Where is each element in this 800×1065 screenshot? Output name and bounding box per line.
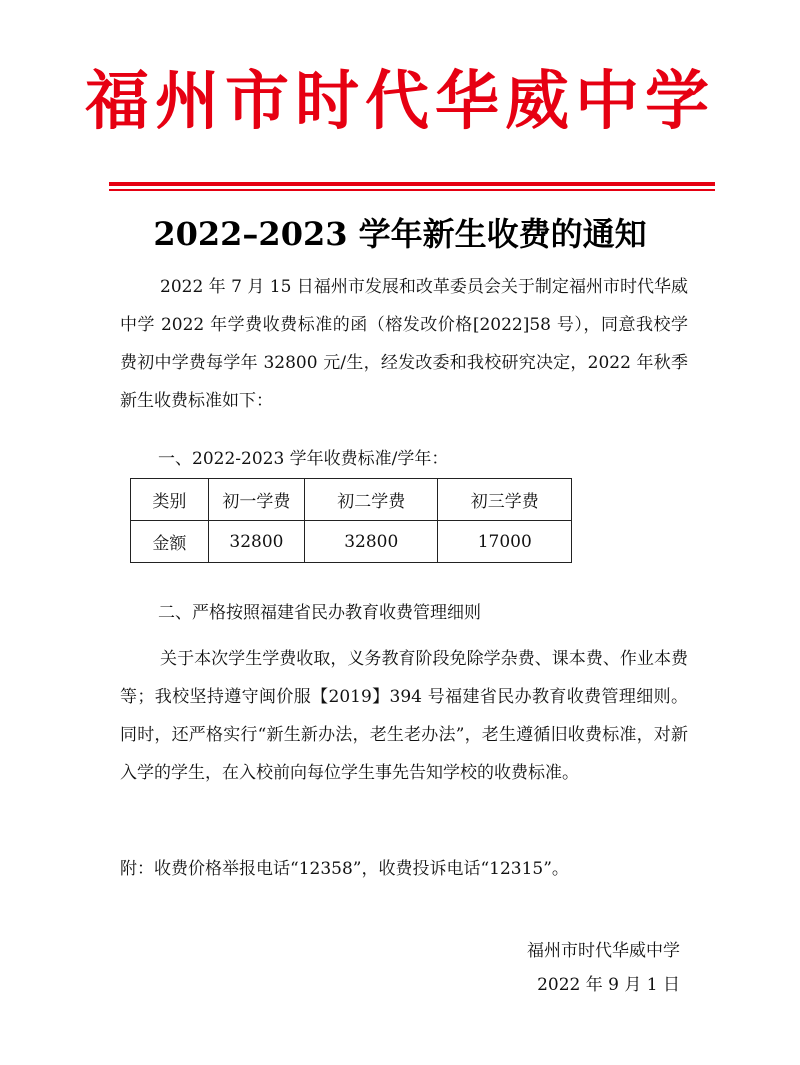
- section2-heading: 二、严格按照福建省民办教育收费管理细则: [158, 603, 481, 623]
- fee-table-cell: 金额: [131, 521, 209, 563]
- fee-table-header-cell: 类别: [131, 479, 209, 521]
- fee-table-header-cell: 初三学费: [438, 479, 572, 521]
- signature-date: 2022 年 9 月 1 日: [537, 975, 680, 995]
- letterhead-red-rule-thin: [109, 189, 715, 191]
- fee-table-cell: 32800: [208, 521, 304, 563]
- fee-table-header-cell: 初一学费: [208, 479, 304, 521]
- section2-paragraph-text: 关于本次学生学费收取，义务教育阶段免除学杂费、课本费、作业本费等；我校坚持遵守闽价服【2019】394 号福建省民办教育收费管理细则。同时，还严格实行“新生新办法，老生老办法”，老生遵循旧收费标准，对新入学的学生，在入校前向每位学生事先告知学校的收费标准。: [120, 649, 688, 783]
- intro-paragraph-text: 2022 年 7 月 15 日福州市发展和改革委员会关于制定福州市时代华威中学 2022 年学费收费标准的函（榕发改价格[2022]58 号），同意我校学费初中学费每学年 32800 元/生，经发改委和我校研究决定，2022 年秋季新生收费标准如下：: [120, 277, 688, 411]
- signature-organization: 福州市时代华威中学: [527, 941, 680, 961]
- letterhead-school-name: 福州市时代华威中学: [85, 64, 715, 139]
- intro-paragraph: [120, 268, 688, 420]
- fee-table-cell: 17000: [438, 521, 572, 563]
- fee-table-header-row: [131, 479, 572, 521]
- fee-table-header-cell: 初二学费: [305, 479, 438, 521]
- fee-table: [130, 478, 572, 563]
- section2-paragraph: [120, 640, 688, 792]
- letterhead-red-rule-thick: [109, 182, 715, 186]
- document-title: 2022–2023 学年新生收费的通知: [153, 215, 647, 253]
- contact-note: 附：收费价格举报电话“12358”，收费投诉电话“12315”。: [120, 859, 569, 879]
- table-row: [131, 521, 572, 563]
- fee-table-cell: 32800: [305, 521, 438, 563]
- section1-heading: 一、2022-2023 学年收费标准/学年：: [158, 449, 449, 469]
